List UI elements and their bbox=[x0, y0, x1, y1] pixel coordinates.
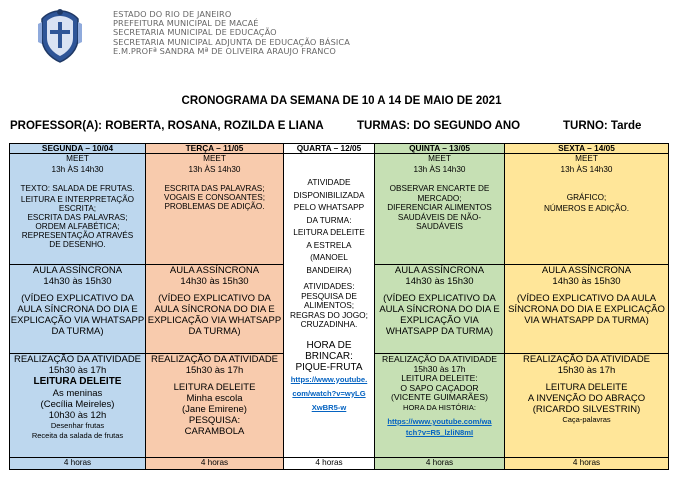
activity-title: REALIZAÇÃO DA ATIVIDADE bbox=[150, 354, 279, 365]
reading-line: CARAMBOLA bbox=[184, 426, 245, 437]
wed-line: PESQUISA DE bbox=[301, 290, 357, 301]
wed-line: A ESTRELA bbox=[306, 239, 352, 250]
content-line: ESCRITA DAS PALAVRAS; bbox=[27, 212, 128, 222]
meet-time: 13h ÀS 14h30 bbox=[51, 164, 104, 174]
teachers: PROFESSOR(A): ROBERTA, ROSANA, ROZILDA E LIANA bbox=[10, 120, 324, 132]
coat-of-arms-icon bbox=[34, 8, 86, 64]
friday-hours: 4 horas bbox=[505, 458, 669, 470]
async-title: AULA ASSÍNCRONA bbox=[541, 265, 632, 276]
meet-row bbox=[10, 154, 669, 265]
content-line: SAUDÁVEIS DE NÃO- bbox=[397, 212, 482, 222]
meet-label: MEET bbox=[575, 154, 598, 163]
video-link[interactable]: https://www.youtube.com/wa bbox=[387, 417, 492, 426]
day-friday: SEXTA – 14/05 bbox=[505, 144, 669, 154]
meet-label: MEET bbox=[66, 154, 89, 163]
wed-line: CRUZADINHA. bbox=[300, 319, 358, 329]
reading-line: Minha escola bbox=[186, 393, 243, 404]
task-line: Desenhar frutas bbox=[50, 421, 105, 430]
async-line: DA TURMA) bbox=[51, 326, 104, 337]
activity-time: 15h30 às 17h bbox=[413, 363, 466, 374]
async-line: SÍNCRONA DO DIA E EXPLICAÇÃO bbox=[508, 304, 665, 315]
thursday-hours: 4 horas bbox=[375, 458, 505, 470]
activity-time: 15h30 às 17h bbox=[48, 365, 107, 376]
meet-label: MEET bbox=[428, 154, 451, 163]
day-thursday: QUINTA – 13/05 bbox=[375, 144, 505, 154]
async-line: EXPLICAÇÃO VIA WHATSAPP bbox=[10, 315, 145, 326]
reading-line: A INVENÇÃO DO ABRAÇO bbox=[527, 393, 646, 404]
async-title: AULA ASSÍNCRONA bbox=[32, 265, 123, 276]
reading-line: PESQUISA: bbox=[188, 415, 241, 426]
header-line-3: SECRETARIA MUNICIPAL DE EDUCAÇÃO bbox=[113, 27, 277, 38]
meet-time: 13h ÀS 14h30 bbox=[188, 164, 241, 174]
reading-line: (Jane Emirene) bbox=[182, 404, 247, 415]
letterhead-text bbox=[113, 10, 350, 56]
async-line: AULA SÍNCRONA DO DIA E bbox=[379, 304, 500, 315]
schedule-table bbox=[9, 143, 669, 470]
async-time: 14h30 às 15h30 bbox=[552, 276, 621, 287]
wed-line: (MANOEL bbox=[310, 252, 348, 262]
meet-time: 13h ÀS 14h30 bbox=[413, 164, 466, 174]
reading-line: (RICARDO SILVESTRIN) bbox=[532, 404, 641, 415]
tuesday-meet bbox=[146, 154, 284, 265]
async-line: WHATSAPP DA TURMA) bbox=[385, 326, 494, 337]
activity-time: 15h30 às 17h bbox=[185, 365, 244, 376]
wed-line: BANDEIRA) bbox=[306, 264, 352, 275]
content-line: REPRESENTAÇÃO ATRAVÉS bbox=[21, 230, 134, 240]
async-time: 14h30 às 15h30 bbox=[405, 276, 474, 287]
wednesday-activity bbox=[284, 154, 375, 458]
reading-line: O SAPO CAÇADOR bbox=[400, 382, 479, 393]
wed-line: PELO WHATSAPP bbox=[293, 202, 365, 212]
reading-title: LEITURA DELEITE bbox=[33, 376, 122, 387]
async-line: DA TURMA) bbox=[188, 326, 241, 337]
async-time: 14h30 às 15h30 bbox=[43, 276, 112, 287]
day-header-row bbox=[10, 144, 669, 154]
thursday-async bbox=[375, 265, 505, 354]
activity-title: REALIZAÇÃO DA ATIVIDADE bbox=[382, 354, 497, 364]
monday-activity bbox=[10, 354, 146, 458]
document-title: CRONOGRAMA DA SEMANA DE 10 A 14 DE MAIO DE 2021 bbox=[181, 95, 502, 107]
content-line: VOGAIS E CONSOANTES; bbox=[163, 193, 265, 202]
letterhead bbox=[34, 8, 454, 64]
content-line: PROBLEMAS DE ADIÇÃO. bbox=[164, 202, 265, 211]
header-line-2: PREFEITURA MUNICIPAL DE MACAÉ bbox=[113, 18, 259, 29]
thursday-activity bbox=[375, 354, 505, 458]
async-line: EXPLICAÇÃO VIA bbox=[400, 315, 479, 326]
day-wednesday: QUARTA – 12/05 bbox=[284, 144, 375, 154]
reading-line: LEITURA DELEITE bbox=[545, 382, 628, 393]
video-link[interactable]: com/watch?v=wyLG bbox=[292, 388, 366, 398]
header-line-1: ESTADO DO RIO DE JANEIRO bbox=[113, 9, 232, 19]
video-link[interactable]: tch?v=R5_lzliN8mI bbox=[405, 428, 474, 437]
play-game: PIQUE-FRUTA bbox=[295, 361, 363, 373]
friday-meet bbox=[505, 154, 669, 265]
async-line: (VÍDEO EXPLICATIVO DA bbox=[383, 293, 496, 304]
async-line: (VÍDEO EXPLICATIVO DA bbox=[21, 293, 134, 304]
day-monday: SEGUNDA – 10/04 bbox=[10, 144, 146, 154]
video-link[interactable]: XwBR5-w bbox=[311, 402, 347, 412]
play-time-label: HORA DE bbox=[306, 339, 352, 351]
meet-label: MEET bbox=[203, 154, 226, 163]
reading-line: 10h30 às 12h bbox=[48, 410, 107, 421]
wed-line: DA TURMA: bbox=[306, 214, 352, 225]
monday-hours: 4 horas bbox=[10, 458, 146, 470]
async-line: AULA SÍNCRONA DO DIA E bbox=[17, 304, 138, 315]
tuesday-activity bbox=[146, 354, 284, 458]
activity-title: REALIZAÇÃO DA ATIVIDADE bbox=[13, 354, 142, 365]
monday-meet bbox=[10, 154, 146, 265]
activity-time: 15h30 às 17h bbox=[557, 365, 616, 376]
async-line: VIA WHATSAPP DA TURMA) bbox=[524, 315, 649, 326]
reading-line: (Cecília Meireles) bbox=[40, 399, 115, 410]
async-line: AULA SÍNCRONA DO DIA E bbox=[154, 304, 275, 315]
friday-async bbox=[505, 265, 669, 354]
reading-line: LEITURA DELEITE: bbox=[401, 373, 478, 383]
hours-row bbox=[10, 458, 669, 470]
wed-line: REGRAS DO JOGO; bbox=[290, 309, 368, 320]
content-line: OBSERVAR ENCARTE DE bbox=[389, 184, 490, 193]
content-line: SAUDÁVEIS bbox=[416, 222, 463, 231]
wed-line: ATIVIDADES: bbox=[303, 281, 355, 291]
async-line: (VÍDEO EXPLICATIVO DA bbox=[158, 293, 271, 304]
content-line: NÚMEROS E ADIÇÃO. bbox=[543, 203, 630, 213]
async-title: AULA ASSÍNCRONA bbox=[169, 265, 260, 276]
classes: TURMAS: DO SEGUNDO ANO bbox=[357, 120, 521, 132]
content-line: GRÁFICO; bbox=[566, 193, 607, 202]
tuesday-async bbox=[146, 265, 284, 354]
monday-async bbox=[10, 265, 146, 354]
shift: TURNO: Tarde bbox=[563, 120, 642, 132]
header-line-4: SECRETARIA MUNICIPAL ADJUNTA DE EDUCAÇÃO BÁSICA bbox=[113, 36, 350, 47]
content-line: ESCRITA DAS PALAVRAS; bbox=[164, 184, 265, 193]
async-time: 14h30 às 15h30 bbox=[180, 276, 249, 287]
task-line: Caça-palavras bbox=[562, 415, 611, 424]
async-line: (VÍDEO EXPLICATIVO DA AULA bbox=[516, 293, 657, 304]
activity-title: REALIZAÇÃO DA ATIVIDADE bbox=[522, 354, 651, 365]
wed-line: DISPONIBILIZADA bbox=[293, 189, 365, 200]
wed-line: ATIVIDADE bbox=[307, 177, 351, 187]
task-line: Receita da salada de frutas bbox=[31, 430, 124, 440]
content-line: ESCRITA; bbox=[58, 203, 97, 213]
content-line: TEXTO: SALADA DE FRUTAS. bbox=[20, 184, 135, 193]
wednesday-hours: 4 horas bbox=[284, 458, 375, 470]
content-line: DE DESENHO. bbox=[49, 239, 106, 249]
meet-time: 13h ÀS 14h30 bbox=[560, 164, 613, 174]
content-line: MERCADO; bbox=[417, 193, 462, 203]
day-tuesday: TERÇA – 11/05 bbox=[146, 144, 284, 154]
video-link[interactable]: https://www.youtube. bbox=[290, 374, 368, 384]
wed-line: LEITURA DELEITE bbox=[293, 227, 365, 237]
tuesday-hours: 4 horas bbox=[146, 458, 284, 470]
async-title: AULA ASSÍNCRONA bbox=[394, 265, 485, 276]
reading-title: LEITURA DELEITE bbox=[173, 382, 256, 393]
content-line: ORDEM ALFABÉTICA; bbox=[35, 221, 120, 231]
async-line: EXPLICAÇÃO VIA WHATSAPP bbox=[147, 315, 282, 326]
thursday-meet bbox=[375, 154, 505, 265]
friday-activity bbox=[505, 354, 669, 458]
story-label: HORA DA HISTÓRIA: bbox=[403, 402, 476, 412]
header-line-5: E.M.PROFª SANDRA Mª DE OLIVEIRA ARAUJO FRANCO bbox=[113, 45, 336, 56]
content-line: DIFERENCIAR ALIMENTOS bbox=[387, 203, 492, 212]
play-label: BRINCAR: bbox=[305, 350, 353, 362]
content-line: LEITURA E INTERPRETAÇÃO bbox=[20, 194, 135, 204]
reading-line: As meninas bbox=[52, 388, 103, 399]
reading-line: (VICENTE GUIMARÃES) bbox=[391, 392, 488, 402]
wed-line: ALIMENTOS; bbox=[303, 300, 355, 310]
